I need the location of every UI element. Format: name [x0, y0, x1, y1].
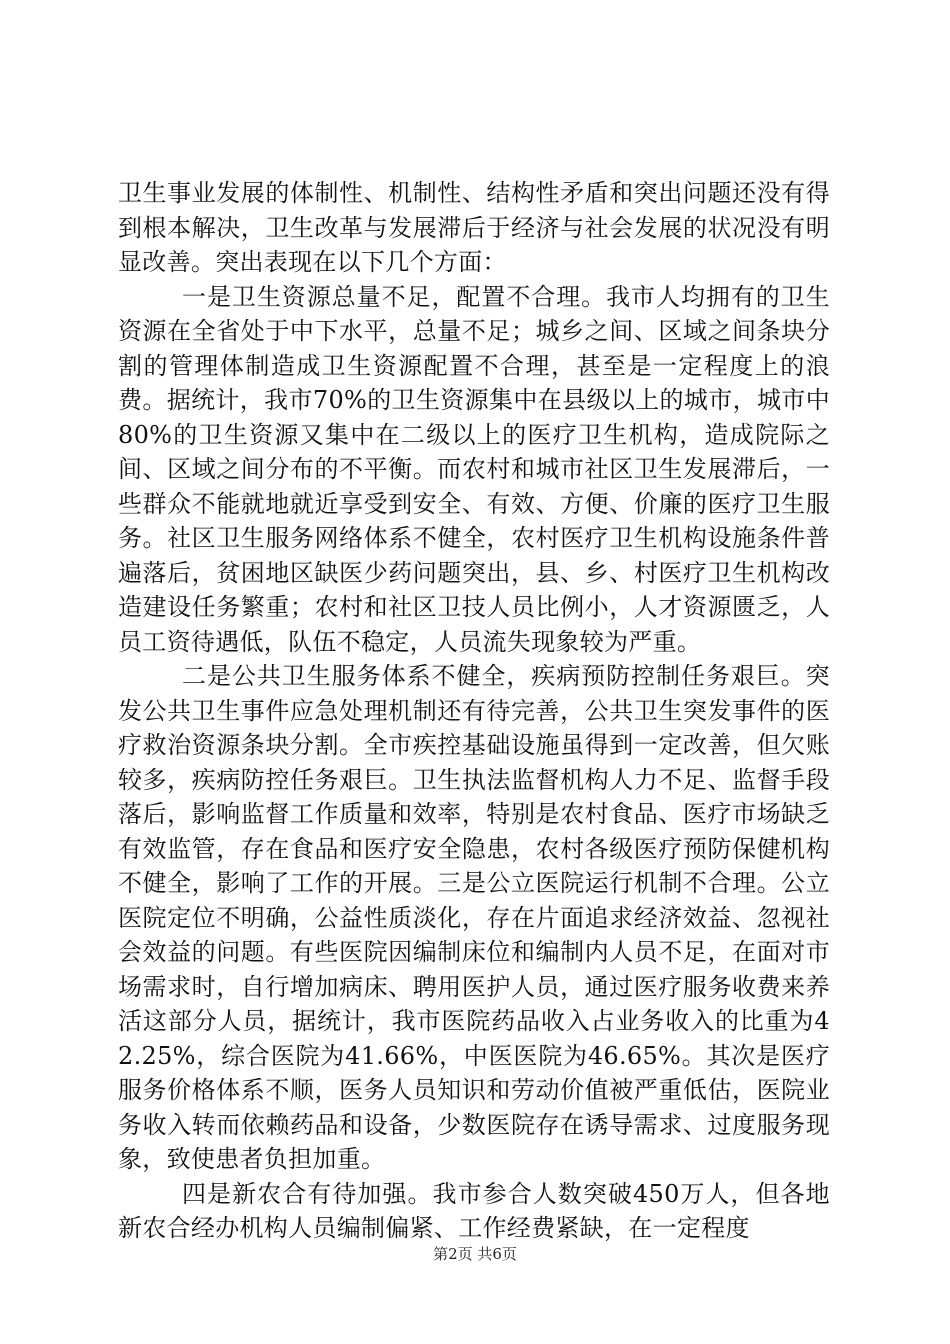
- paragraph-health-resources: 一是卫生资源总量不足，配置不合理。我市人均拥有的卫生资源在全省处于中下水平，总量不足；城乡之间、区域之间条块分割的管理体制造成卫生资源配置不合理，甚至是一定程度上的浪费。据统计，我市70%的卫生资源集中在县级以上的城市，城市中80%的卫生资源又集中在二级以上的医疗卫生机构，造成院际之间、区域之间分布的不平衡。而农村和城市社区卫生发展滞后，一些群众不能就地就近享受到安全、有效、方便、价廉的医疗卫生服务。社区卫生服务网络体系不健全，农村医疗卫生机构设施条件普遍落后，贫困地区缺医少药问题突出，县、乡、村医疗卫生机构改造建设任务繁重；农村和社区卫技人员比例小，人才资源匮乏，人员工资待遇低，队伍不稳定，人员流失现象较为严重。: [118, 282, 830, 656]
- page-footer: 第2页 共6页: [433, 1245, 517, 1263]
- paragraph-intro: 卫生事业发展的体制性、机制性、结构性矛盾和突出问题还没有得到根本解决，卫生改革与发展滞后于经济与社会发展的状况没有明显改善。突出表现在以下几个方面：: [118, 179, 830, 276]
- paragraph-public-health: 二是公共卫生服务体系不健全，疾病预防控制任务艰巨。突发公共卫生事件应急处理机制还有待完善，公共卫生突发事件的医疗救治资源条块分割。全市疾控基础设施虽得到一定改善，但欠账较多，疾病防控任务艰巨。卫生执法监督机构人力不足、监督手段落后，影响监督工作质量和效率，特别是农村食品、医疗市场缺乏有效监管，存在食品和医疗安全隐患，农村各级医疗预防保健机构不健全，影响了工作的开展。三是公立医院运行机制不合理。公立医院定位不明确，公益性质淡化，存在片面追求经济效益、忽视社会效益的问题。有些医院因编制床位和编制内人员不足，在面对市场需求时，自行增加病床、聘用医护人员，通过医疗服务收费来养活这部分人员，据统计，我市医院药品收入占业务收入的比重为42.25%，综合医院为41.66%，中医医院为46.65%。其次是医疗服务价格体系不顺，医务人员知识和劳动价值被严重低估，医院业务收入转而依赖药品和设备，少数医院存在诱导需求、过度服务现象，致使患者负担加重。: [118, 662, 830, 1173]
- document-body: [118, 176, 830, 1246]
- paragraph-rural-cooperative: 四是新农合有待加强。我市参合人数突破450万人，但各地新农合经办机构人员编制偏紧、工作经费紧缺，在一定程度: [118, 1179, 830, 1242]
